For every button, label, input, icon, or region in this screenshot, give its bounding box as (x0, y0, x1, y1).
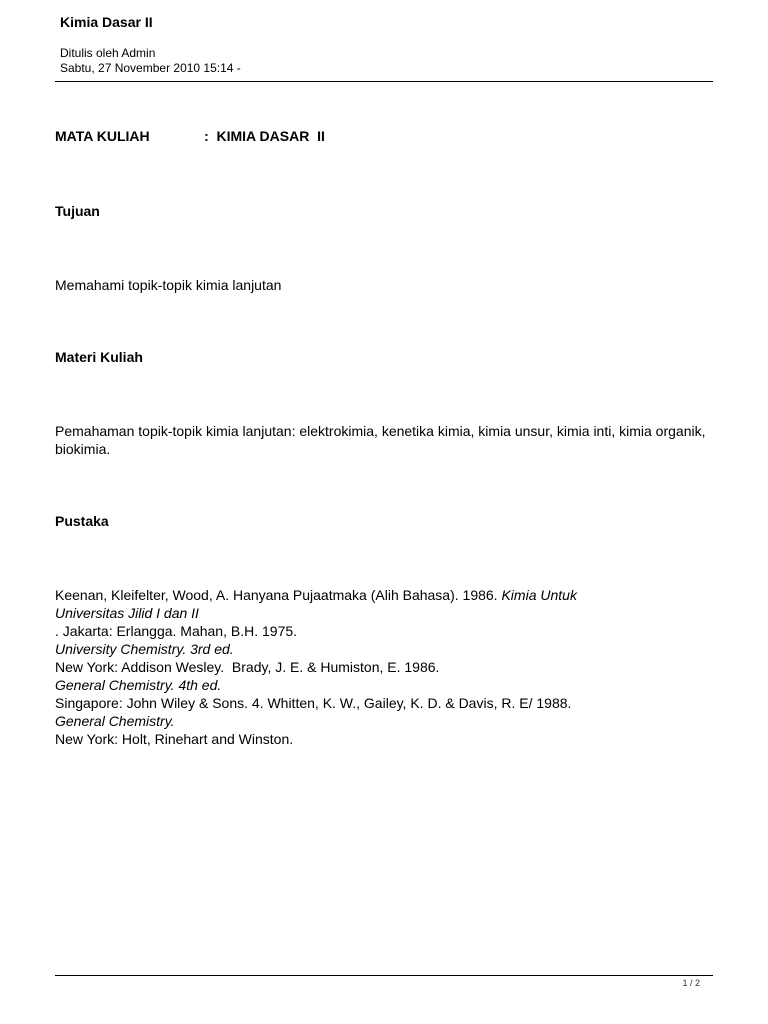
page-number: 1 / 2 (682, 978, 700, 988)
reference-list (55, 586, 715, 748)
footer-divider (55, 975, 713, 976)
reference-line: University Chemistry. 3rd ed. (55, 641, 234, 657)
reference-line: General Chemistry. 4th ed. (55, 677, 222, 693)
tujuan-text: Memahami topik-topik kimia lanjutan (55, 277, 282, 293)
header-divider (55, 81, 713, 82)
materi-heading: Materi Kuliah (55, 349, 143, 365)
date-line: Sabtu, 27 November 2010 15:14 - (60, 61, 241, 75)
reference-line: Universitas Jilid I dan II (55, 605, 199, 621)
reference-line: Keenan, Kleifelter, Wood, A. Hanyana Pujaatmaka (Alih Bahasa). 1986. Kimia Untuk (55, 587, 585, 603)
materi-text: Pemahaman topik-topik kimia lanjutan: elektrokimia, kenetika kimia, kimia unsur, kimia inti, kimia organik, biokimia. (55, 423, 706, 457)
reference-line: . Jakarta: Erlangga. Mahan, B.H. 1975. (55, 623, 298, 639)
reference-line: New York: Holt, Rinehart and Winston. (55, 731, 294, 747)
reference-line: Singapore: John Wiley & Sons. 4. Whitten, K. W., Gailey, K. D. & Davis, R. E/ 1988. (55, 695, 572, 711)
page-title: Kimia Dasar II (60, 14, 153, 30)
course-title: MATA KULIAH : KIMIA DASAR II (55, 128, 325, 144)
reference-line: New York: Addison Wesley. Brady, J. E. & Humiston, E. 1986. (55, 659, 440, 675)
reference-line: General Chemistry. (55, 713, 175, 729)
tujuan-heading: Tujuan (55, 203, 100, 219)
author-line: Ditulis oleh Admin (60, 46, 156, 60)
pustaka-heading: Pustaka (55, 513, 109, 529)
